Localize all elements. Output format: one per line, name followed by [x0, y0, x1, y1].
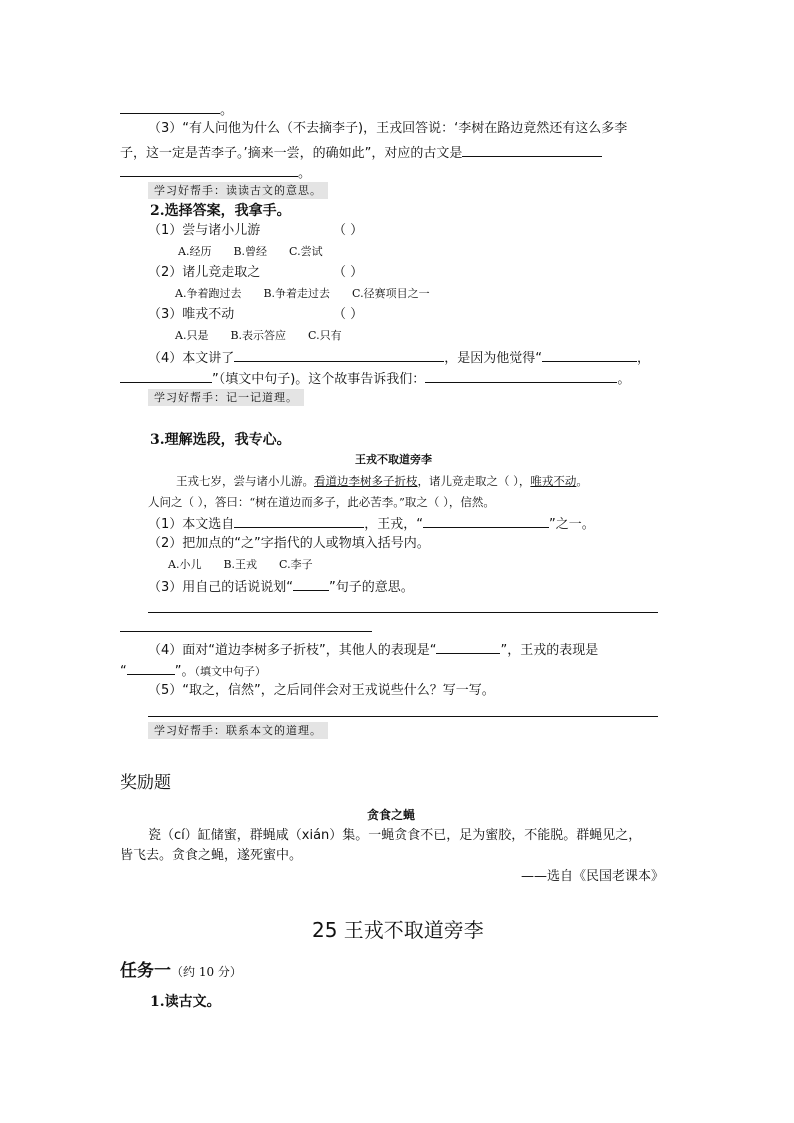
question-item: （3）唯戎不动	[148, 307, 235, 322]
q1-answer-line: 。	[120, 100, 233, 120]
answer-line[interactable]	[120, 631, 372, 632]
answer-blank[interactable]	[234, 514, 364, 528]
options	[175, 285, 452, 303]
study-tip: 学习好帮手：读读古文的意思。	[148, 182, 328, 199]
answer-blank[interactable]	[423, 514, 549, 528]
option[interactable]: B.表示答应	[230, 329, 287, 342]
section-title: 3.理解选段，我专心。	[150, 432, 291, 448]
study-tip: 学习好帮手：记一记道理。	[148, 389, 304, 406]
answer-line[interactable]	[148, 716, 658, 717]
question-item: （4）面对“道边李树多子折枝”，其他人的表现是“ ”，王戎的表现是	[148, 640, 598, 660]
lesson-title: 25 王戎不取道旁李	[312, 918, 484, 942]
answer-blank[interactable]	[462, 143, 602, 157]
option[interactable]: C.尝试	[289, 245, 323, 258]
question-item: （3）用自己的话说说划“ ”句子的意思。	[148, 577, 414, 597]
bonus-heading: 奖励题	[120, 773, 171, 793]
question-item: （5）“取之，信然”，之后同伴会对王戎说些什么？写一写。	[148, 683, 495, 698]
answer-blank[interactable]	[293, 577, 329, 591]
answer-paren[interactable]: （ ）	[333, 265, 364, 280]
question-item-cont: “ ”。（填文中句子）	[120, 661, 266, 681]
options	[175, 327, 364, 345]
section-title: 2.选择答案，我拿手。	[150, 203, 291, 219]
answer-blank[interactable]	[425, 369, 617, 383]
question-item-4: （4）本文讲了 ，是因为他觉得“ ，	[148, 348, 650, 368]
answer-blank[interactable]	[542, 348, 637, 362]
q3-text-line1: （3）“有人问他为什么（不去摘李子)，王戎回答说：‘李树在路边竟然还有这么多李	[148, 121, 628, 136]
question-item-4-cont: ”（填文中句子)。这个故事告诉我们： 。	[120, 369, 630, 389]
bonus-paragraph-line2: 皆飞去。贪食之蝇，遂死蜜中。	[120, 848, 303, 863]
option[interactable]: B.王戎	[223, 558, 258, 571]
answer-blank[interactable]	[120, 163, 298, 177]
passage-title: 王戎不取道旁李	[355, 453, 432, 466]
option[interactable]: C.只有	[308, 329, 342, 342]
answer-blank[interactable]	[234, 348, 444, 362]
options	[178, 243, 345, 261]
option[interactable]: B.曾经	[233, 245, 268, 258]
answer-blank[interactable]	[436, 640, 500, 654]
bonus-source: ——选自《民国老课本》	[521, 869, 665, 884]
bonus-paragraph-line1: 瓷（cí）缸储蜜，群蝇咸（xián）集。一蝇贪食不已，足为蜜胶，不能脱。群蝇见之，	[148, 828, 642, 843]
option[interactable]: B.争着走过去	[263, 287, 331, 300]
answer-line[interactable]	[148, 612, 658, 613]
question-item: （2）把加点的“之”字指代的人或物填入括号内。	[148, 536, 430, 551]
answer-blank[interactable]	[120, 369, 212, 383]
task-heading: 任务一（约 10 分）	[120, 961, 242, 981]
option[interactable]: A.只是	[175, 329, 209, 342]
option[interactable]: A.争着跑过去	[175, 287, 242, 300]
passage-line2: 人问之（ ），答曰：“树在道边而多子，此必苦李。”取之（ ），信然。	[148, 495, 495, 509]
option[interactable]: A.经历	[178, 245, 212, 258]
option[interactable]: C.李子	[279, 558, 313, 571]
q3-text-line2: 子，这一定是苦李子。’摘来一尝，的确如此”，对应的古文是	[120, 143, 602, 163]
read-title: 1.读古文。	[150, 994, 221, 1010]
q3-answer-line: 。	[120, 163, 311, 183]
option[interactable]: C.径赛项目之一	[352, 287, 430, 300]
bonus-title: 贪食之蝇	[367, 808, 416, 822]
question-item: （1）尝与诸小儿游	[148, 223, 261, 238]
question-item: （2）诸儿竞走取之	[148, 265, 261, 280]
answer-paren[interactable]: （ ）	[333, 223, 364, 238]
option[interactable]: A.小儿	[168, 558, 202, 571]
study-tip: 学习好帮手：联系本文的道理。	[148, 722, 328, 739]
answer-blank[interactable]	[120, 100, 220, 114]
answer-blank[interactable]	[127, 661, 175, 675]
options	[168, 556, 335, 574]
answer-paren[interactable]: （ ）	[333, 307, 364, 322]
question-item: （1）本文选自 ，王戎，“ ”之一。	[148, 514, 595, 534]
passage-line1: 王戎七岁，尝与诸小儿游。看道边李树多子折枝，诸儿竞走取之（ ），唯戎不动。	[176, 474, 588, 488]
